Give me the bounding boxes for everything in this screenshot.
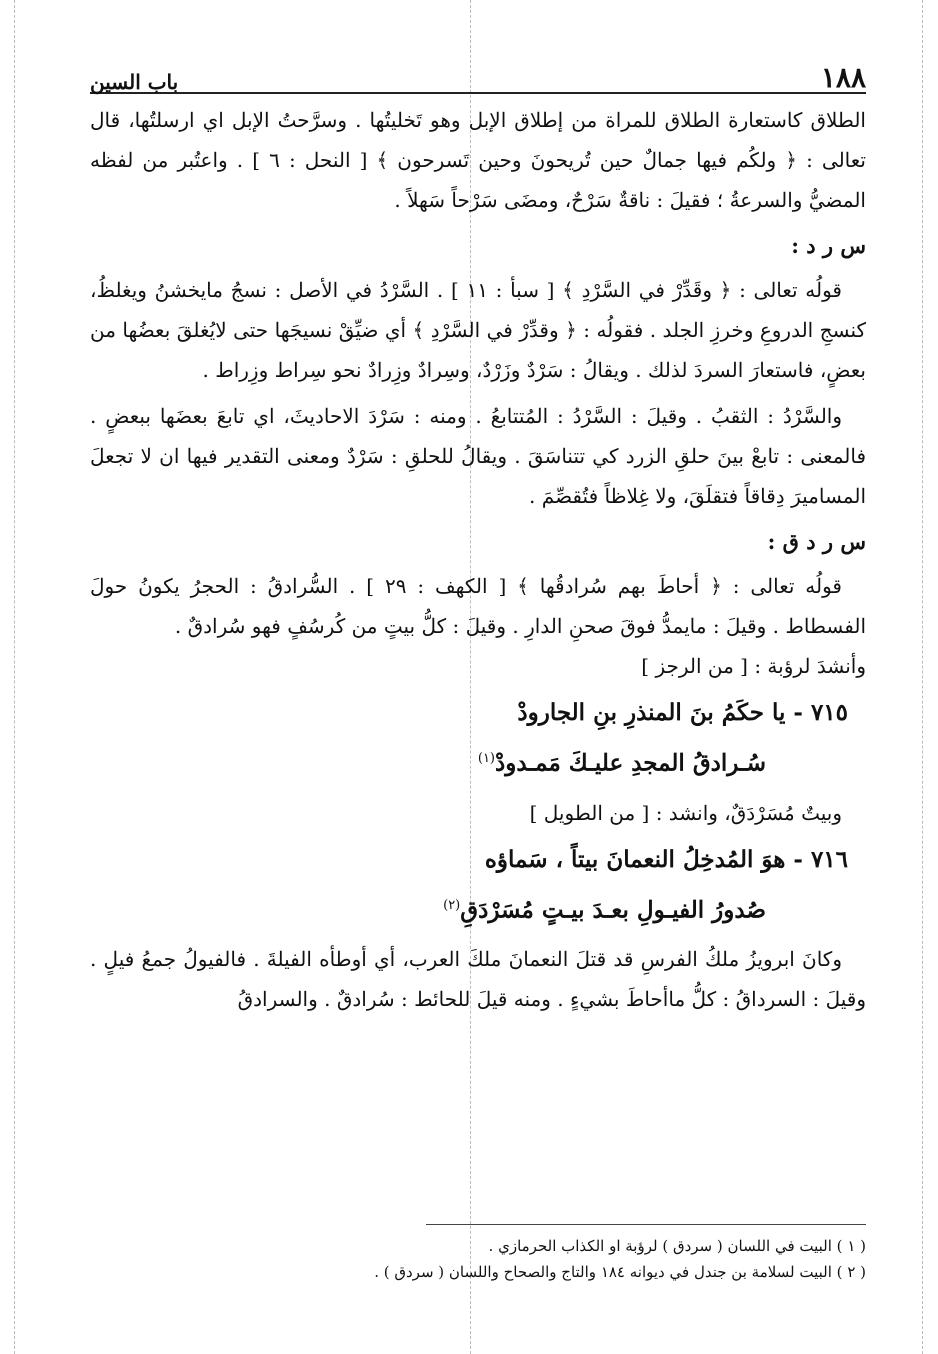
srd-paragraph-2: والسَّرْدُ : الثقبُ . وقيلَ : السَّرْدُ : المُتتابعُ . ومنه : سَرْدَ الاحاديثَ، اي تابعَ بعضَها ببعضٍ . فالمعنى : تابعْ بينَ حلقِ الزرد كي تتناسَقَ . ويقالُ للحلقِ : سَرْدٌ ومعنى التقدير فيها ان لا تجعلَ المساميرَ دِقاقاً فتقلَقَ، ولا غِلاظاً فتُقصِّمَ . [90, 404, 866, 508]
page-body [90, 100, 866, 1019]
footnote-ref-2: (٢) [443, 897, 461, 913]
verse-715-line-2 [90, 736, 866, 787]
chapter-title: باب السين [90, 70, 179, 94]
footnotes [374, 1224, 866, 1285]
verse-715-line-1: ٧١٥ - يا حكَمُ بنَ المنذرِ بنِ الجارودْ [517, 699, 848, 726]
middle-line: وبيتٌ مُسَرْدَقٌ، وانشد : [ من الطويل ] [529, 800, 842, 825]
verse-716-line-1: ٧١٦ - هوَ المُدخِلُ النعمانَ بيتاً ، سَماؤه [484, 845, 848, 873]
book-page [90, 48, 866, 1338]
closing-paragraph: وكانَ ابرويزُ ملكُ الفرسِ قد قتلَ النعمانَ ملكَ العرب، أي أوطأه الفيلةَ . فالفيولُ جمعُ فيلٍ . وقيلَ : السرداقُ : كلُّ ماأحاطَ بشيءٍ . ومنه قيلَ للحائط : سُرادقٌ . والسرادقُ [90, 947, 866, 1012]
footnote-ref-1: (١) [477, 751, 495, 766]
footnote-1: ( ١ ) البيت في اللسان ( سردق ) لرؤبة او الكذاب الحرمازي . [488, 1237, 866, 1255]
srdq-poem-intro: وأنشدَ لرؤبة : [ من الرجز ] [641, 654, 866, 678]
page-header [90, 48, 866, 94]
srdq-paragraph-1: قولُه تعالى : ﴿ أحاطَ بهم سُرادقُها ﴾ [ الكهف : ٢٩ ] . السُّرادقُ : الحجرُ يكونُ حولَ الفسطاط . وقيلَ : مايمدُّ فوقَ صحنِ الدارِ . وقيلَ : كلُّ بيتٍ من كُرسُفٍ فهو سُرادقٌ . [90, 574, 866, 638]
scan-guide-line-left [14, 0, 15, 1354]
srd-paragraph-1: قولُه تعالى : ﴿ وقَدِّرْ في السَّرْدِ ﴾ [ سبأ : ١١ ] . السَّرْدُ في الأصل : نسجُ مايخشنُ ويغلظُ، كنسجِ الدروعِ وخرزِ الجلد . فقولُه : ﴿ وقدِّرْ في السَّرْدِ ﴾ أي ضيِّقْ نسيجَها حتى لايُغلقَ بعضُها من بعضٍ، فاستعارَ السردَ لذلك . ويقالُ : سَرْدٌ وزَرْدٌ، وسِرادٌ وزِرادٌ نحو سِراط وزِراط . [90, 278, 866, 382]
intro-paragraph: الطلاق كاستعارة الطلاق للمراة من إطلاق الإبل وهو تَخليتُها . وسرَّحتُ الإبل اي ارسلتُها، قال تعالى : ﴿ ولكُم فيها جمالٌ حين تُريحونَ وحين تَسرحون ﴾ [ النحل : ٦ ] . واعتُبر من لفظه المضيُّ والسرعةُ ؛ فقيلَ : ناقةٌ سَرْحٌ، ومضَى سَرْحاً سَهلاً . [90, 108, 866, 212]
page-number: ١٨٨ [820, 61, 866, 94]
scan-guide-line-right [922, 0, 923, 1354]
footnote-2: ( ٢ ) البيت لسلامة بن جندل في ديوانه ١٨٤ والتاج والصحاح واللسان ( سردق ) . [374, 1263, 866, 1281]
verse-715-line-2-text: سُـرادقُ المجدِ عليـكَ مَمـدودْ [495, 749, 766, 777]
root-heading-srdq: س ر د ق : [767, 529, 866, 554]
verse-716-line-2 [90, 883, 866, 934]
root-heading-srd: س ر د : [791, 233, 866, 258]
verse-716-line-2-text: صُدورُ الفيـولِ بعـدَ بيـتٍ مُسَرْدَقِ [460, 896, 766, 924]
